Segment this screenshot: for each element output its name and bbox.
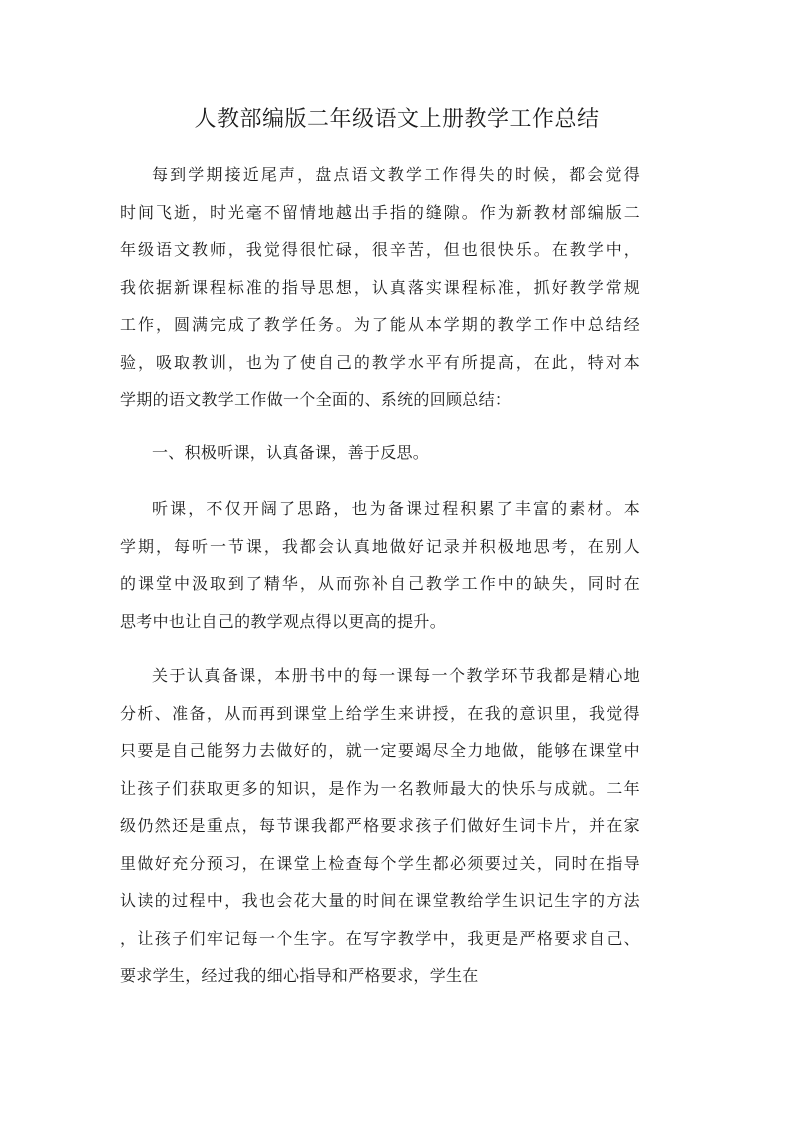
paragraph-line: 听课，不仅开阔了思路，也为备课过程积累了丰富的素材。本 [152,499,640,518]
paragraph-line: 工作，圆满完成了教学任务。为了能从本学期的教学工作中总结经 [120,315,640,334]
paragraph-line: 每到学期接近尾声，盘点语文教学工作得失的时候，都会觉得 [152,165,640,184]
document-title: 人教部编版二年级语文上册教学工作总结 [194,107,600,132]
paragraph-line: 验，吸取教训，也为了使自己的教学水平有所提高，在此，特对本 [120,352,640,372]
paragraph-line: 学期，每听一节课，我都会认真地做好记录并积极地思考，在别人 [120,536,640,556]
listening-paragraph [120,490,640,640]
paragraph-line: 年级语文教师，我觉得很忙碌，很辛苦，但也很快乐。在教学中， [120,240,640,259]
preparation-paragraph [120,657,640,995]
paragraph-line: 让孩子们获取更多的知识，是作为一名教师最大的快乐与成就。二年 [120,778,640,798]
paragraph-line: 学期的语文教学工作做一个全面的、系统的回顾总结： [120,390,512,409]
paragraph-line: 级仍然还是重点，每节课我都严格要求孩子们做好生词卡片，并在家 [120,816,640,835]
section-heading-block [120,434,640,472]
paragraph-line: 我依据新课程标准的指导思想，认真落实课程标准，抓好教学常规 [120,277,640,297]
intro-paragraph [120,156,640,419]
paragraph-line: 要求学生，经过我的细心指导和严格要求，学生在 [120,966,479,985]
paragraph-line: 思考中也让自己的教学观点得以更高的提升。 [120,611,447,631]
paragraph-line: 时间飞逝，时光毫不留情地越出手指的缝隙。作为新教材部编版二 [120,202,640,222]
paragraph-line: 分析、准备，从而再到课堂上给学生来讲授，在我的意识里，我觉得 [120,703,640,723]
paragraph-line: 里做好充分预习，在课堂上检查每个学生都必须要过关，同时在指导 [120,853,640,873]
paragraph-line: 的课堂中汲取到了精华，从而弥补自己教学工作中的缺失，同时在 [120,574,640,593]
paragraph-line: 关于认真备课，本册书中的每一课每一个教学环节我都是精心地 [152,666,640,685]
paragraph-line: 认读的过程中，我也会花大量的时间在课堂教给学生识记生字的方法 [120,891,640,910]
paragraph-line: 只要是自己能努力去做好的，就一定要竭尽全力地做，能够在课堂中 [120,741,640,760]
section-heading: 一、积极听课，认真备课，善于反思。 [152,443,430,462]
paragraph-line: ，让孩子们牢记每一个生字。在写字教学中，我更是严格要求自己、 [120,928,640,948]
